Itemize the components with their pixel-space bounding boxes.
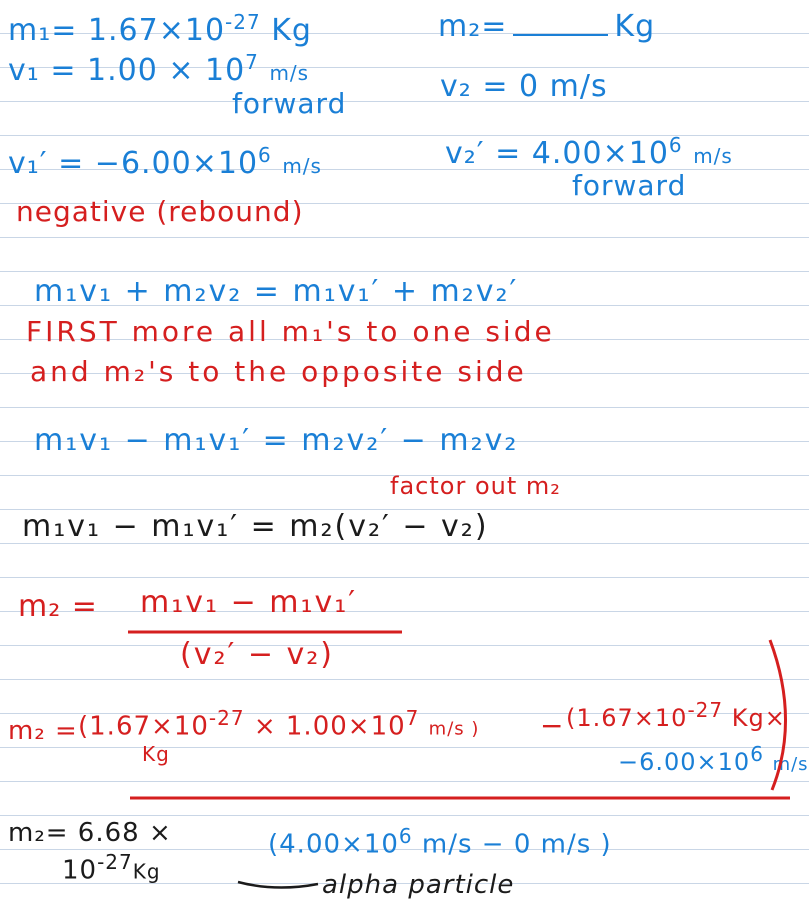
solve-numerator: m₁v₁ − m₁v₁′ — [140, 585, 358, 620]
v1-prime-unit: m/s — [282, 154, 322, 178]
m1-value: m₁= 1.67×10 — [8, 13, 226, 48]
term2-velocity — [618, 744, 809, 774]
answer-line-1: m₂= 6.68 × — [8, 818, 172, 848]
term2-mass: (1.67×10 — [566, 704, 688, 732]
substitution-term-2 — [566, 700, 786, 730]
term1-mass-exponent: -27 — [208, 706, 245, 730]
factored-equation: m₁v₁ − m₁v₁′ = m₂(v₂′ − v₂) — [22, 509, 489, 544]
denominator-value: (4.00×10 — [268, 829, 399, 860]
v1-value: v₁ = 1.00 × 10 — [8, 53, 246, 88]
denominator-line — [268, 826, 612, 858]
m2-unit: Kg — [614, 9, 656, 44]
answer-exponent: -27 — [97, 850, 133, 874]
momentum-equation: m₁v₁ + m₂v₂ = m₁v₁′ + m₂v₂′ — [34, 274, 519, 309]
substitution-term-1 — [78, 708, 479, 740]
term1-mass: (1.67×10 — [78, 711, 209, 742]
answer-mantissa: 10 — [62, 855, 98, 886]
answer-line-2 — [62, 852, 161, 884]
v1-prime-exponent: 6 — [258, 143, 272, 167]
v1-given — [8, 52, 309, 86]
v1-exponent: 7 — [245, 50, 259, 74]
answer-unit: Kg — [132, 859, 161, 884]
m1-exponent: -27 — [225, 10, 261, 34]
m2-given — [438, 9, 656, 44]
instruction-line-1: FIRST more all m₁'s to one side — [26, 315, 555, 348]
v1-prime-given — [8, 145, 322, 179]
v1-prime-value: v₁′ = −6.00×10 — [8, 146, 259, 181]
term1-unit: m/s ) — [428, 718, 480, 740]
term2-kg: Kg× — [731, 704, 786, 732]
substitution-minus: − — [540, 709, 565, 742]
v1-unit: m/s — [269, 61, 310, 85]
m1-given — [8, 12, 312, 46]
v2-prime-direction: forward — [572, 169, 687, 202]
term2-unit: m/s — [772, 754, 809, 775]
v2-prime-value: v₂′ = 4.00×10 — [445, 136, 669, 171]
term2-velocity-value: −6.00×10 — [618, 748, 751, 776]
solve-lhs: m₂ = — [18, 589, 98, 624]
rearranged-equation: m₁v₁ − m₁v₁′ = m₂v₂′ − m₂v₂ — [34, 423, 519, 458]
m2-blank — [513, 12, 608, 36]
term1-kg: Kg — [142, 742, 170, 766]
v2-given: v₂ = 0 m/s — [440, 69, 608, 104]
term2-velocity-exponent: 6 — [750, 742, 764, 766]
v2-prime-unit: m/s — [693, 144, 733, 168]
term2-mass-exponent: -27 — [687, 698, 724, 722]
rebound-note: negative (rebound) — [16, 195, 304, 228]
instruction-line-2: and m₂'s to the opposite side — [30, 355, 527, 388]
substitution-lhs: m₂ = — [8, 716, 78, 746]
denominator-rest: m/s − 0 m/s ) — [412, 829, 612, 860]
term1-velocity: × 1.00×10 — [244, 711, 406, 742]
solve-denominator: (v₂′ − v₂) — [180, 637, 334, 672]
answer-connector — [238, 882, 318, 888]
v2-prime-exponent: 6 — [668, 133, 683, 157]
v1-direction: forward — [232, 87, 347, 120]
term1-velocity-exponent: 7 — [405, 706, 420, 730]
m1-unit: Kg — [271, 13, 312, 48]
denominator-exponent: 6 — [398, 824, 413, 848]
v2-prime-given — [445, 135, 733, 169]
answer-note: alpha particle — [322, 870, 515, 900]
m2-label: m₂= — [438, 9, 508, 44]
factor-note: factor out m₂ — [390, 472, 561, 500]
